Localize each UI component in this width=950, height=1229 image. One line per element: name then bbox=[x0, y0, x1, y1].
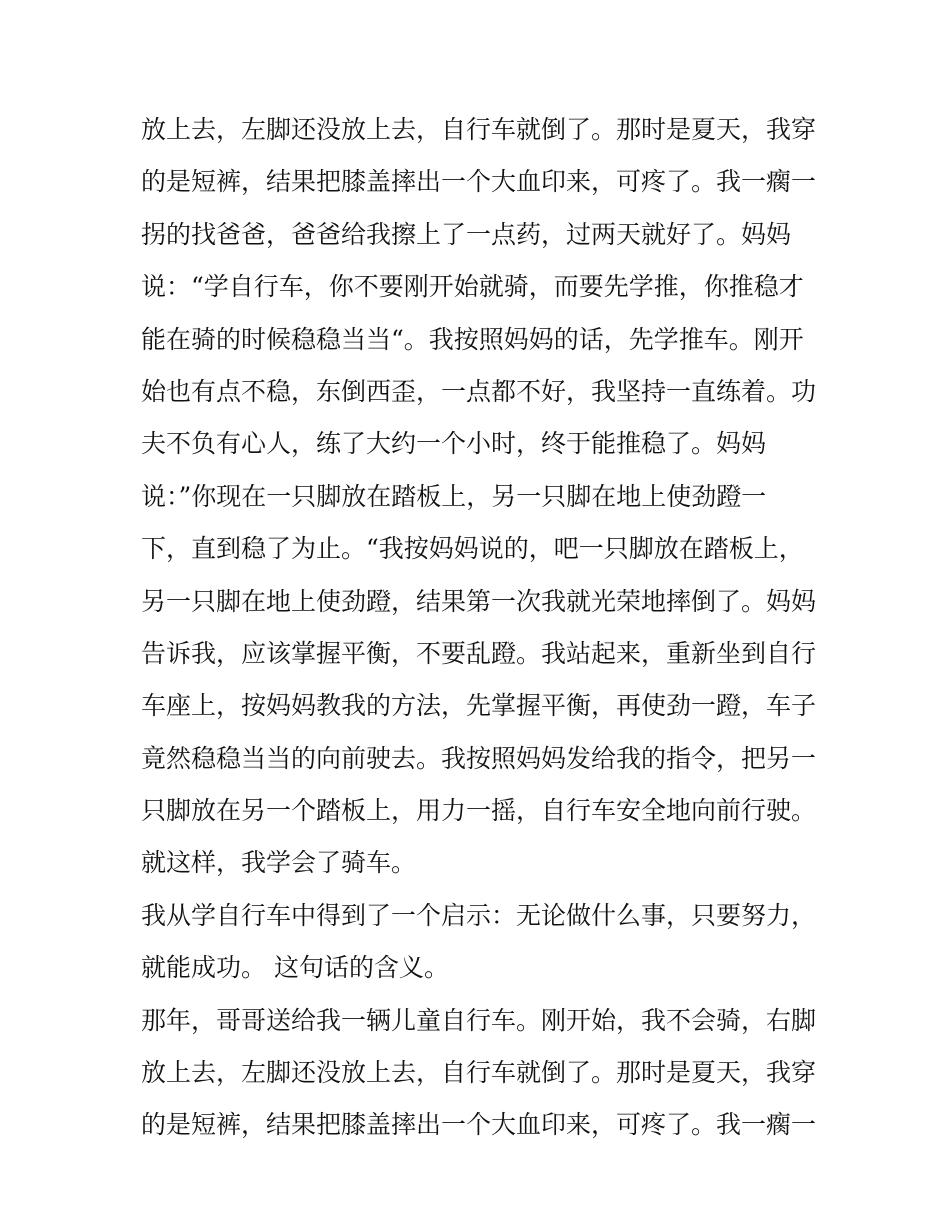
text-line: 另一只脚在地上使劲蹬，结果第一次我就光荣地摔倒了。妈妈 bbox=[141, 586, 817, 616]
text-line: 那年，哥哥送给我一辆儿童自行车。刚开始，我不会骑，右脚 bbox=[141, 1005, 817, 1035]
text-line: 告诉我，应该掌握平衡，不要乱蹬。我站起来，重新坐到自行 bbox=[141, 638, 817, 668]
text-line: 车座上，按妈妈教我的方法，先掌握平衡，再使劲一蹬，车子 bbox=[141, 691, 817, 721]
text-line: 夫不负有心人，练了大约一个小时，终于能推稳了。妈妈 bbox=[141, 429, 767, 459]
text-line: 我从学自行车中得到了一个启示：无论做什么事，只要努力， bbox=[141, 900, 817, 930]
text-line: 说：”你现在一只脚放在踏板上，另一只脚在地上使劲蹬一 bbox=[141, 481, 767, 511]
text-line: 说：“学自行车，你不要刚开始就骑，而要先学推，你推稳才 bbox=[141, 272, 804, 302]
text-line: 始也有点不稳，东倒西歪，一点都不好，我坚持一直练着。功 bbox=[141, 376, 817, 406]
document-body bbox=[141, 104, 821, 1152]
text-line: 放上去，左脚还没放上去，自行车就倒了。那时是夏天，我穿 bbox=[141, 1058, 817, 1088]
text-line: 的是短裤，结果把膝盖摔出一个大血印来，可疼了。我一瘸一 bbox=[141, 1110, 817, 1140]
text-line: 的是短裤，结果把膝盖摔出一个大血印来，可疼了。我一瘸一 bbox=[141, 167, 817, 197]
text-line: 竟然稳稳当当的向前驶去。我按照妈妈发给我的指令，把另一 bbox=[141, 743, 817, 773]
text-line: 放上去，左脚还没放上去，自行车就倒了。那时是夏天，我穿 bbox=[141, 115, 817, 144]
text-line: 能在骑的时候稳稳当当“。我按照妈妈的话，先学推车。刚开 bbox=[141, 324, 804, 354]
text-line: 就能成功。 这句话的含义。 bbox=[141, 953, 449, 983]
text-line: 拐的找爸爸，爸爸给我擦上了一点药，过两天就好了。妈妈 bbox=[141, 219, 792, 249]
text-line: 就这样，我学会了骑车。 bbox=[141, 848, 417, 878]
text-line: 只脚放在另一个踏板上，用力一摇，自行车安全地向前行驶。 bbox=[141, 796, 817, 826]
text-line: 下，直到稳了为止。“我按妈妈说的，吧一只脚放在踏板上， bbox=[141, 534, 804, 564]
